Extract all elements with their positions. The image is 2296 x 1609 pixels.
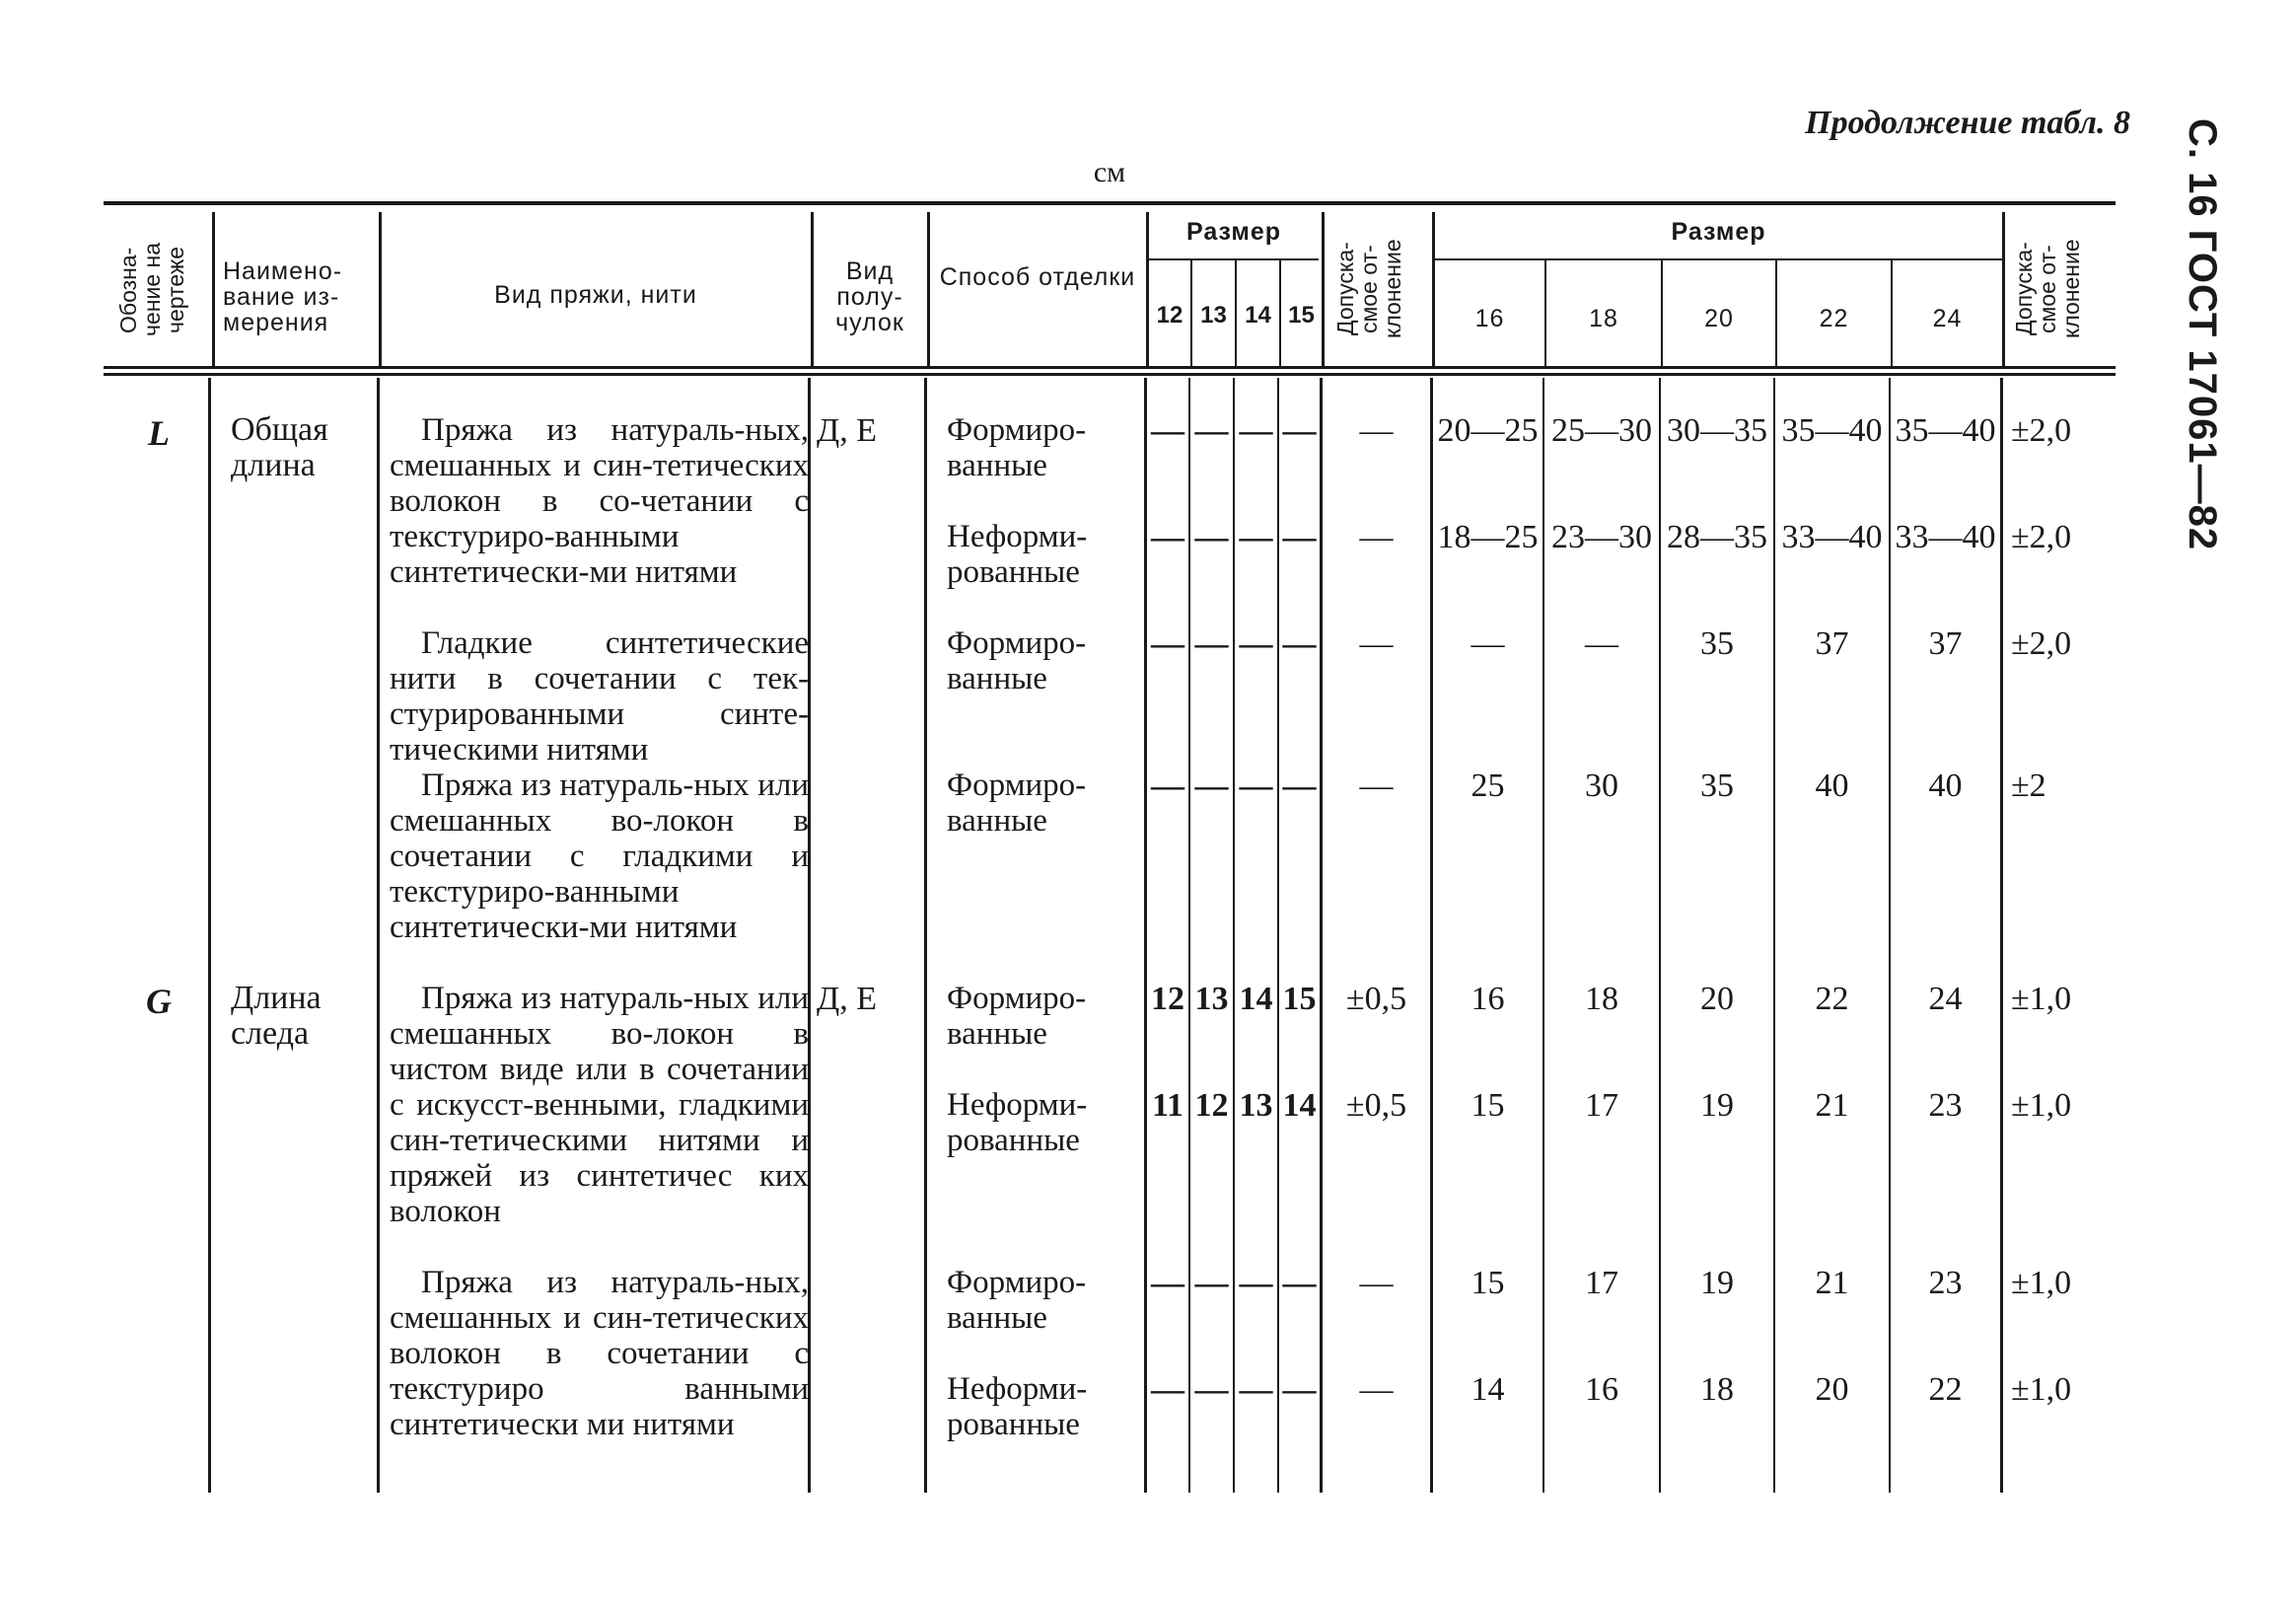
finish-method: Формиро-ванные	[947, 625, 1087, 696]
table-cell-s14: —	[1239, 1265, 1273, 1301]
table-cell-s15: —	[1282, 412, 1317, 449]
table-cell-tol2: ±2,0	[2011, 412, 2072, 449]
table-cell-s15: —	[1282, 1371, 1317, 1408]
table-cell-v24: 22	[1928, 1371, 1963, 1408]
table-cell-s13: —	[1194, 625, 1229, 662]
col-line	[2002, 212, 2005, 366]
header-size-group2: Размер	[1671, 218, 1766, 246]
table-cell-s14: —	[1239, 519, 1273, 555]
table-cell-v16: —	[1471, 625, 1505, 662]
header-bottom-rule	[104, 366, 2116, 369]
header-stocking: Вид полу-чулок	[835, 257, 904, 336]
table-cell-v20: 30—35	[1667, 412, 1767, 449]
table-cell-tol1: —	[1359, 768, 1394, 804]
table-cell-s14: —	[1239, 412, 1273, 449]
table-cell-v22: 40	[1815, 768, 1849, 804]
yarn-description: Пряжа из натураль-ных или смешанных во-локон в сочетании с гладкими и текстуриро-ванными синтетически-ми нитями	[390, 768, 809, 945]
col-line	[208, 378, 211, 1493]
table-cell-v16: 20—25	[1437, 412, 1539, 449]
yarn-description: Пряжа из натураль-ных или смешанных во-локон в чистом виде или в сочетании с искусст-венными, гладкими син-тетическими нитями и пряжей из синтетичес ких волокон	[390, 981, 809, 1229]
finish-method: Неформи-рованные	[947, 519, 1088, 590]
table-cell-v24: 35—40	[1895, 412, 1996, 449]
finish-method: Формиро-ванные	[947, 1265, 1087, 1336]
header-size-group1: Размер	[1185, 218, 1282, 246]
table-cell-tol2: ±1,0	[2011, 1087, 2072, 1124]
header-size-24: 24	[1932, 305, 1963, 332]
col-line	[377, 378, 380, 1493]
section-symbol-L: L	[148, 413, 170, 453]
table-cell-v24: 23	[1928, 1087, 1963, 1124]
table-cell-tol1: ±0,5	[1345, 981, 1407, 1017]
table-cell-s13: —	[1194, 768, 1229, 804]
unit-label: см	[1093, 156, 1126, 188]
col-line	[379, 212, 382, 366]
table-cell-s15: —	[1282, 768, 1317, 804]
table-cell-s13: —	[1194, 412, 1229, 449]
table-cell-s13: 13	[1194, 981, 1229, 1017]
table-cell-tol2: ±1,0	[2011, 1371, 2072, 1408]
yarn-description: Гладкие синтетические нити в сочетании с тек-стурированными синте-тическими нитями	[390, 625, 809, 768]
table-cell-v16: 15	[1471, 1265, 1505, 1301]
table-cell-s13: —	[1194, 1265, 1229, 1301]
yarn-description: Пряжа из натураль-ных, смешанных и син-тетических волокон в сочетании с текстуриро ванными синтетически ми нитями	[390, 1265, 809, 1442]
header-designation: Обозна-чение на чертеже	[115, 243, 188, 337]
header-size-16: 16	[1474, 305, 1505, 332]
table-cell-v22: 22	[1815, 981, 1849, 1017]
table-cell-v24: 37	[1928, 625, 1963, 662]
header-size-13: 13	[1200, 302, 1227, 329]
table-top-rule	[104, 201, 2116, 205]
size-group1-rule	[1149, 258, 1319, 260]
header-tolerance1: Допуска-смое от-клонение	[1332, 239, 1405, 339]
table-cell-tol2: ±2,0	[2011, 519, 2072, 555]
table-cell-v16: 18—25	[1437, 519, 1539, 555]
finish-method: Неформи-рованные	[947, 1087, 1088, 1158]
table-cell-v24: 40	[1928, 768, 1963, 804]
stocking-type: Д, Е	[817, 981, 877, 1017]
col-line	[811, 212, 814, 366]
table-cell-tol1: —	[1359, 1265, 1394, 1301]
header-finish: Способ отделки	[939, 263, 1136, 291]
table-cell-v20: 28—35	[1667, 519, 1767, 555]
col-line	[927, 212, 930, 366]
header-bottom-rule-2	[104, 373, 2116, 376]
section-symbol-G: G	[146, 982, 172, 1021]
table-cell-v16: 14	[1471, 1371, 1505, 1408]
table-cell-v20: 19	[1700, 1265, 1734, 1301]
table-cell-tol1: —	[1359, 1371, 1394, 1408]
table-cell-s12: 12	[1151, 981, 1184, 1017]
header-size-18: 18	[1589, 305, 1618, 332]
table-cell-tol1: —	[1359, 625, 1394, 662]
table-cell-v18: 17	[1585, 1087, 1618, 1124]
table-cell-tol2: ±1,0	[2011, 981, 2072, 1017]
table-cell-tol2: ±2,0	[2011, 625, 2072, 662]
table-cell-tol2: ±1,0	[2011, 1265, 2072, 1301]
table-cell-s12: —	[1151, 625, 1184, 662]
table-cell-s12: —	[1151, 519, 1184, 555]
table-cell-v18: 17	[1585, 1265, 1618, 1301]
col-line	[1322, 212, 1325, 366]
stocking-type: Д, Е	[817, 412, 877, 449]
yarn-description: Пряжа из натураль-ных, смешанных и син-тетических волокон в со-четании с текстуриро-ванными синтетически-ми нитями	[390, 412, 809, 590]
table-cell-s15: 14	[1282, 1087, 1317, 1124]
table-cell-tol1: —	[1359, 519, 1394, 555]
col-line	[924, 378, 927, 1493]
table-cell-s15: —	[1282, 1265, 1317, 1301]
finish-method: Формиро-ванные	[947, 412, 1087, 483]
table-cell-v16: 16	[1471, 981, 1505, 1017]
finish-method: Неформи-рованные	[947, 1371, 1088, 1442]
table-cell-s15: —	[1282, 519, 1317, 555]
header-size-14: 14	[1245, 302, 1271, 329]
table-cell-v22: 20	[1815, 1371, 1849, 1408]
size-group2-rule	[1435, 258, 2002, 260]
table-cell-v18: 16	[1585, 1371, 1618, 1408]
table-cell-v20: 35	[1700, 625, 1734, 662]
table-cell-s14: 13	[1239, 1087, 1273, 1124]
table-cell-v22: 21	[1815, 1265, 1849, 1301]
table-cell-v18: 23—30	[1551, 519, 1652, 555]
table-cell-v22: 21	[1815, 1087, 1849, 1124]
table-cell-s14: —	[1239, 1371, 1273, 1408]
table-cell-s15: 15	[1282, 981, 1317, 1017]
table-cell-v20: 18	[1700, 1371, 1734, 1408]
table-continuation-title: Продолжение табл. 8	[1805, 105, 2130, 141]
table-cell-v24: 33—40	[1895, 519, 1996, 555]
finish-method: Формиро-ванные	[947, 981, 1087, 1052]
table-cell-s12: —	[1151, 1371, 1184, 1408]
table-cell-v16: 25	[1471, 768, 1505, 804]
header-yarn: Вид пряжи, нити	[494, 281, 697, 309]
header-size-12: 12	[1156, 302, 1184, 329]
table-cell-s12: —	[1151, 768, 1184, 804]
table-cell-s14: —	[1239, 625, 1273, 662]
finish-method: Формиро-ванные	[947, 768, 1087, 839]
table-cell-v20: 20	[1700, 981, 1734, 1017]
col-line	[212, 212, 215, 366]
table-cell-tol2: ±2	[2011, 768, 2046, 804]
table-cell-v22: 35—40	[1781, 412, 1883, 449]
section-measurement-G: Длина следа	[231, 980, 322, 1052]
table-cell-v18: —	[1585, 625, 1618, 662]
table-cell-s13: —	[1194, 1371, 1229, 1408]
table-cell-v24: 24	[1928, 981, 1963, 1017]
table-cell-tol1: ±0,5	[1345, 1087, 1407, 1124]
header-measurement: Наимено-вание из-мерения	[223, 257, 343, 336]
header-size-22: 22	[1819, 305, 1849, 332]
table-cell-v20: 35	[1700, 768, 1734, 804]
table-cell-tol1: —	[1359, 412, 1394, 449]
table-cell-s14: —	[1239, 768, 1273, 804]
table-cell-v18: 30	[1585, 768, 1618, 804]
header-size-15: 15	[1288, 302, 1315, 329]
table-cell-v24: 23	[1928, 1265, 1963, 1301]
table-cell-s12: —	[1151, 412, 1184, 449]
table-cell-v22: 33—40	[1781, 519, 1883, 555]
table-cell-v22: 37	[1815, 625, 1849, 662]
table-cell-s13: 12	[1194, 1087, 1229, 1124]
table-cell-s12: 11	[1151, 1087, 1184, 1124]
table-cell-s15: —	[1282, 625, 1317, 662]
section-measurement-L: Общая длина	[231, 411, 328, 483]
table-cell-s14: 14	[1239, 981, 1273, 1017]
table-cell-v18: 25—30	[1551, 412, 1652, 449]
table-cell-s13: —	[1194, 519, 1229, 555]
table-cell-v16: 15	[1471, 1087, 1505, 1124]
header-tolerance2: Допуска-смое от-клонение	[2011, 239, 2084, 339]
table-cell-v18: 18	[1585, 981, 1618, 1017]
table-cell-s12: —	[1151, 1265, 1184, 1301]
table-cell-v20: 19	[1700, 1087, 1734, 1124]
page-side-header: С. 16 ГОСТ 17061—82	[2181, 118, 2224, 551]
header-size-20: 20	[1704, 305, 1734, 332]
